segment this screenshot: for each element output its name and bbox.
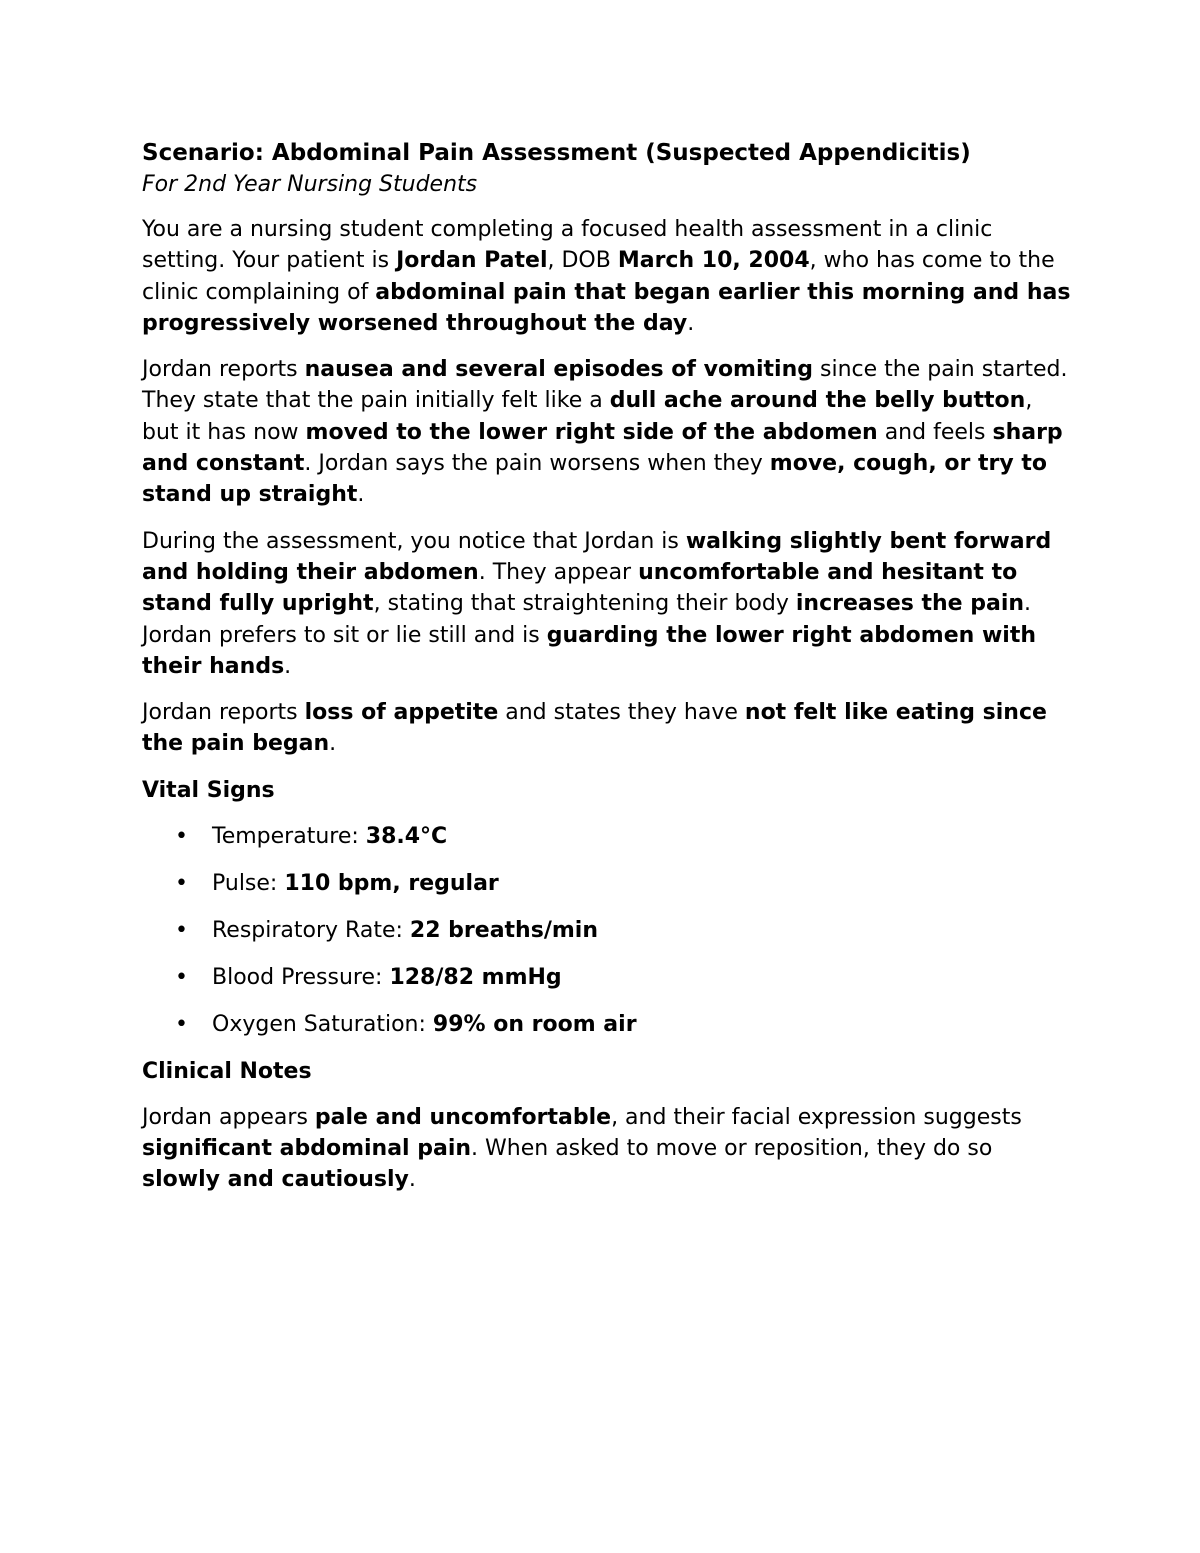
- vital-sign-label: Pulse:: [212, 870, 285, 896]
- emphasized-text: guarding the lower right abdomen with their hands: [142, 622, 1037, 679]
- vital-sign-item: [142, 915, 1072, 946]
- emphasized-text: uncomfortable and hesitant to stand fully upright: [142, 559, 1018, 617]
- clinical-notes-heading: Clinical Notes: [142, 1058, 312, 1084]
- body-text: , who has come to the clinic complaining of: [142, 248, 1055, 305]
- emphasized-text: nausea and several episodes of vomiting: [304, 357, 813, 383]
- intro-paragraph: [142, 214, 1072, 339]
- vital-sign-label: Blood Pressure:: [212, 964, 390, 990]
- bullet-icon: •: [175, 917, 188, 943]
- body-text: . Jordan says the pain worsens when they: [304, 451, 770, 477]
- body-text: You are a nursing student completing a focused health assessment in a clinic setting. Your patient is: [142, 217, 993, 274]
- body-text: , but it has now: [142, 388, 1033, 445]
- emphasized-text: Jordan Patel: [396, 248, 548, 274]
- emphasized-text: walking slightly bent forward and holding their abdomen: [142, 528, 1052, 585]
- vital-sign-item: [142, 821, 1072, 852]
- body-text: and feels: [877, 419, 993, 445]
- bullet-icon: •: [175, 964, 188, 990]
- vital-sign-value: 128/82 mmHg: [389, 964, 562, 990]
- symptoms-paragraph: [142, 354, 1072, 510]
- body-text: Jordan reports: [142, 357, 305, 383]
- document-body: [142, 138, 1072, 1211]
- emphasized-text: sharp and constant: [142, 419, 1063, 477]
- emphasized-text: dull ache around the belly button: [609, 388, 1026, 414]
- body-text: .: [329, 731, 337, 757]
- body-text: since the pain started. They state that the pain initially felt like a: [142, 357, 1068, 414]
- body-text: .: [408, 1167, 416, 1193]
- vital-sign-item: [142, 1009, 1072, 1040]
- vital-sign-value: 22 breaths/min: [409, 917, 598, 943]
- bullet-icon: •: [175, 823, 188, 849]
- vital-signs-list: [142, 821, 1072, 1040]
- vital-sign-value: 38.4°C: [365, 823, 448, 849]
- body-text: . When asked to move or reposition, they do so: [471, 1136, 993, 1162]
- emphasized-text: March 10, 2004: [617, 248, 810, 274]
- body-text: , and their facial expression suggests: [611, 1104, 1022, 1130]
- emphasized-text: abdominal pain that began earlier this morning and has progressively worsened throughout the day: [142, 279, 1071, 336]
- body-text: , DOB: [547, 248, 618, 274]
- body-text: . They appear: [478, 559, 639, 585]
- body-text: and states they have: [498, 700, 745, 726]
- observation-paragraph: [142, 526, 1072, 682]
- bullet-icon: •: [175, 870, 188, 896]
- vital-sign-item: [142, 962, 1072, 993]
- body-text: .: [284, 653, 292, 679]
- vital-sign-value: 99% on room air: [432, 1011, 637, 1037]
- emphasized-text: moved to the lower right side of the abdomen: [305, 419, 878, 445]
- vital-sign-label: Oxygen Saturation:: [212, 1011, 433, 1037]
- emphasized-text: not felt like eating since the pain began: [142, 700, 1047, 757]
- body-text: .: [357, 482, 365, 508]
- emphasized-text: pale and uncomfortable: [314, 1104, 612, 1130]
- emphasized-text: increases the pain: [795, 591, 1025, 617]
- body-text: .: [687, 310, 695, 336]
- emphasized-text: move, cough, or try to stand up straight: [142, 451, 1047, 508]
- scenario-subtitle: For 2nd Year Nursing Students: [142, 172, 478, 197]
- body-text: During the assessment, you notice that Jordan is: [142, 528, 686, 554]
- vital-sign-label: Respiratory Rate:: [212, 917, 410, 943]
- body-text: Jordan reports: [142, 700, 305, 726]
- vital-sign-label: Temperature:: [212, 823, 366, 849]
- emphasized-text: loss of appetite: [304, 700, 499, 726]
- body-text: Jordan appears: [142, 1104, 315, 1130]
- emphasized-text: significant abdominal pain: [142, 1136, 472, 1162]
- clinical-notes-paragraph: [142, 1102, 1072, 1196]
- body-text: . Jordan prefers to sit or lie still and is: [142, 591, 1032, 648]
- vital-sign-value: 110 bpm, regular: [284, 870, 499, 896]
- body-text: , stating that straightening their body: [373, 591, 796, 617]
- appetite-paragraph: [142, 697, 1072, 760]
- scenario-title: Scenario: Abdominal Pain Assessment (Suspected Appendicitis): [142, 140, 971, 166]
- emphasized-text: slowly and cautiously: [142, 1167, 409, 1193]
- vital-sign-item: [142, 868, 1072, 899]
- vital-signs-heading: Vital Signs: [142, 777, 275, 803]
- bullet-icon: •: [175, 1011, 188, 1037]
